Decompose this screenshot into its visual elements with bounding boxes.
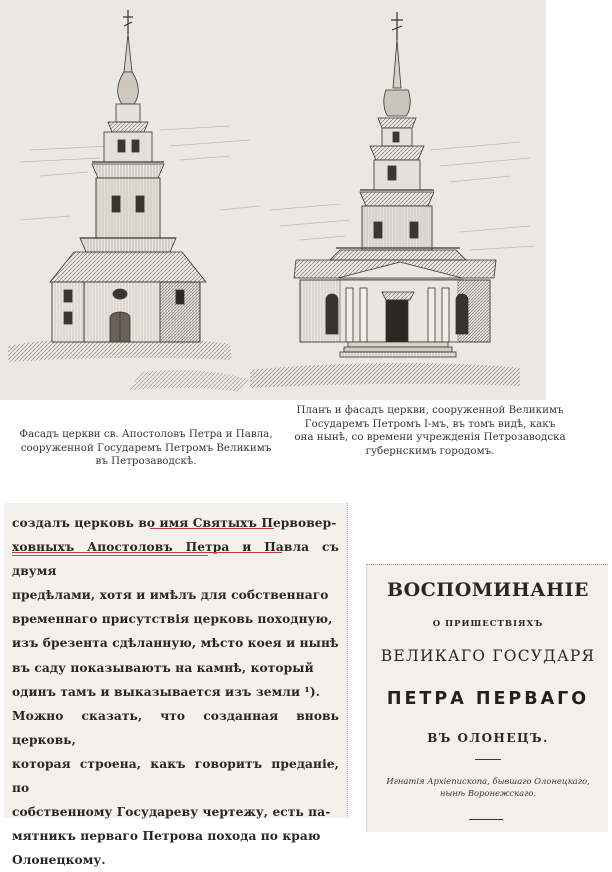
caption-right [290,404,570,458]
ground-left [8,337,250,392]
title-page-line: ВЪ ОЛОНЕЦЪ. [427,731,549,745]
caption-right-line: она нынѣ, со времени учрежденія Петрозаводска [294,431,566,443]
excerpt-line: въ саду показываютъ на камнѣ, который [12,660,314,675]
caption-left [10,428,282,469]
church-plan-facade [294,12,496,357]
excerpt-line: изъ брезента сдѣланную, мѣсто коея и нынѣ [12,636,339,651]
excerpt-line: Олонецкому. [12,853,106,868]
excerpt-line: предѣлами, хотя и имѣлъ для собственнаго [12,588,329,603]
engraving-illustration [0,0,546,400]
excerpt-line: Можно сказать, что созданная вновь церковь, [12,708,339,747]
title-page-rule [475,759,501,760]
caption-left-line: Фасадъ церкви св. Апостоловъ Петра и Павла, [19,428,273,440]
dark-underline [12,555,208,556]
ground-right [250,363,520,388]
red-underline [150,528,274,529]
title-page-author-line: Игнатія Архіепископа, бывшаго Олонецкаго, [386,776,590,786]
excerpt-line: мятникъ перваго Петрова похода по краю [12,829,321,844]
excerpt-line: ховныхъ Апостоловъ Петра и Павла съ двумя [12,540,339,579]
excerpt-line: собственному Государеву чертежу, есть па- [12,805,331,820]
church-peter-paul-facade [50,10,206,342]
excerpt-line: временнаго присутствія церковь походную, [12,612,333,627]
caption-right-line: губернскимъ городомъ. [365,444,495,457]
title-page-rule [469,819,503,820]
caption-right-line: Государемъ Петромъ I-мъ, въ томъ видѣ, какъ [304,417,556,430]
red-underline [12,552,282,553]
text-excerpt [4,503,348,868]
title-page-line: ПЕТРА ПЕРВАГО [386,689,590,709]
excerpt-line: создалъ церковь во имя Святыхъ Первовер- [12,516,337,530]
title-page-line: ВЕЛИКАГО ГОСУДАРЯ [380,647,596,665]
church-engravings [0,0,546,400]
title-page-line: О ПРИШЕСТВІЯХЪ [432,619,544,629]
caption-left-line: сооруженной Государемъ Петромъ Великимъ [20,441,272,454]
title-page-author-line: нынѣ Воронежскаго. [439,788,537,798]
caption-left-line: въ Петрозаводскѣ. [95,455,197,467]
excerpt-line: одинъ тамъ и выказывается изъ земли ¹). [12,684,321,699]
title-page-heading: ВОСПОМИНАНІЕ [387,579,589,601]
caption-right-line: Планъ и фасадъ церкви, сооруженной Великимъ [296,404,564,416]
book-title-page [366,564,608,832]
excerpt-line: которая строена, какъ говоритъ преданіе, по [12,756,339,796]
